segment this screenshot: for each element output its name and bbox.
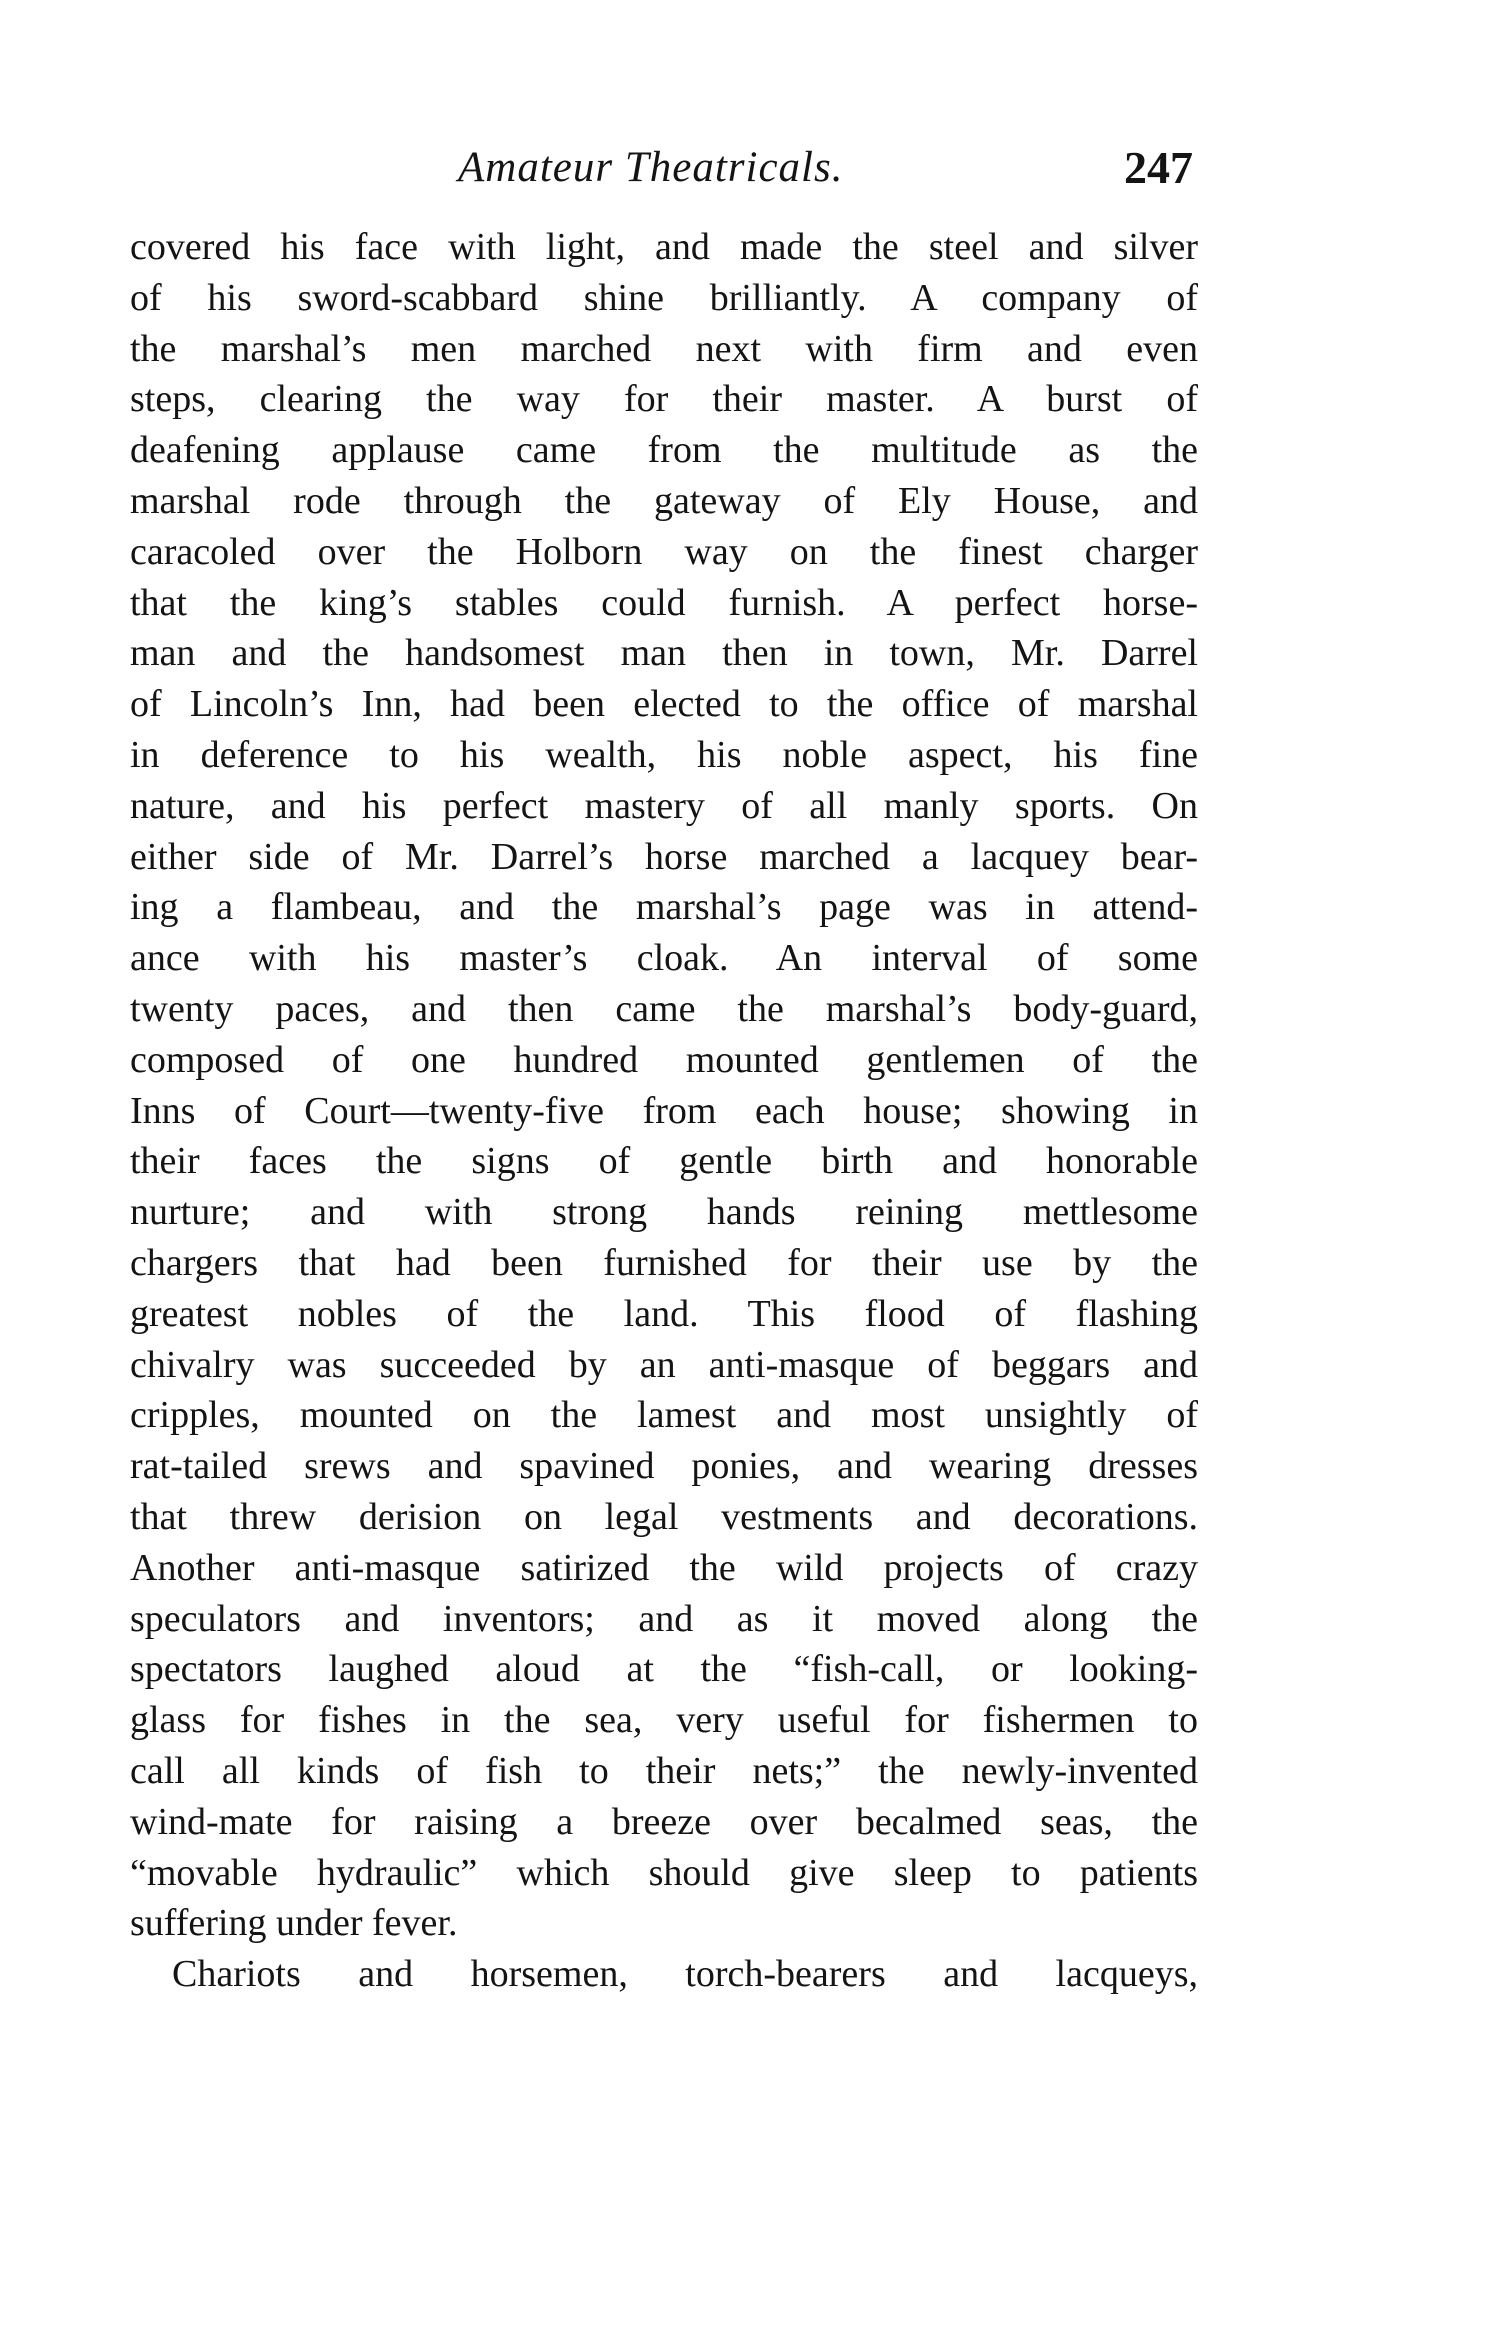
text-line: glass for fishes in the sea, very useful for fishermen to <box>130 1699 1198 1742</box>
text-line: steps, clearing the way for their master. A burst of <box>130 378 1198 421</box>
running-title: Amateur Theatricals. <box>458 144 844 191</box>
text-line: call all kinds of fish to their nets;” the newly-invented <box>130 1749 1198 1792</box>
text-line: rat-tailed srews and spavined ponies, and wearing dresses <box>130 1445 1198 1488</box>
text-line: wind-mate for raising a breeze over becalmed seas, the <box>130 1800 1198 1843</box>
text-line: their faces the signs of gentle birth and honorable <box>130 1140 1198 1183</box>
text-line: spectators laughed aloud at the “fish-call, or looking- <box>130 1648 1198 1691</box>
text-line: Chariots and horsemen, torch-bearers and lacqueys, <box>172 1953 1198 1996</box>
text-line: chargers that had been furnished for their use by the <box>130 1241 1198 1284</box>
text-line: deafening applause came from the multitude as the <box>130 429 1198 472</box>
text-line: ing a flambeau, and the marshal’s page was in attend- <box>130 886 1198 929</box>
text-line: covered his face with light, and made the steel and silver <box>130 226 1198 268</box>
text-line: caracoled over the Holborn way on the finest charger <box>130 530 1198 573</box>
text-line: speculators and inventors; and as it moved along the <box>130 1597 1198 1640</box>
text-line: suffering under fever. <box>130 1902 458 1945</box>
text-line: that threw derision on legal vestments and decorations. <box>130 1495 1198 1538</box>
text-line: Inns of Court—twenty-five from each house; showing in <box>130 1089 1198 1132</box>
page-number: 247 <box>1124 142 1193 193</box>
text-line: nurture; and with strong hands reining mettlesome <box>130 1191 1198 1234</box>
text-line: nature, and his perfect mastery of all manly sports. On <box>130 784 1198 827</box>
body-text <box>130 222 1198 2000</box>
text-line: of Lincoln’s Inn, had been elected to the office of marshal <box>130 683 1198 726</box>
text-line: either side of Mr. Darrel’s horse marched a lacquey bear- <box>130 835 1198 878</box>
text-line: cripples, mounted on the lamest and most unsightly of <box>130 1394 1198 1437</box>
text-line: ance with his master’s cloak. An interval of some <box>130 937 1198 980</box>
running-head <box>0 138 1505 198</box>
text-line: greatest nobles of the land. This flood of flashing <box>130 1292 1198 1335</box>
text-line: “movable hydraulic” which should give sleep to patients <box>130 1851 1198 1894</box>
text-line: in deference to his wealth, his noble aspect, his fine <box>130 733 1198 776</box>
text-line: the marshal’s men marched next with firm and even <box>130 327 1198 370</box>
text-line: Another anti-masque satirized the wild projects of crazy <box>130 1546 1198 1589</box>
text-line: of his sword-scabbard shine brilliantly. A company of <box>130 276 1198 319</box>
text-line: chivalry was succeeded by an anti-masque of beggars and <box>130 1343 1198 1386</box>
text-line: that the king’s stables could furnish. A perfect horse- <box>130 581 1198 624</box>
text-line: man and the handsomest man then in town, Mr. Darrel <box>130 632 1198 675</box>
text-line: marshal rode through the gateway of Ely House, and <box>130 479 1198 522</box>
text-line: composed of one hundred mounted gentlemen of the <box>130 1038 1198 1081</box>
text-line: twenty paces, and then came the marshal’s body-guard, <box>130 987 1198 1030</box>
